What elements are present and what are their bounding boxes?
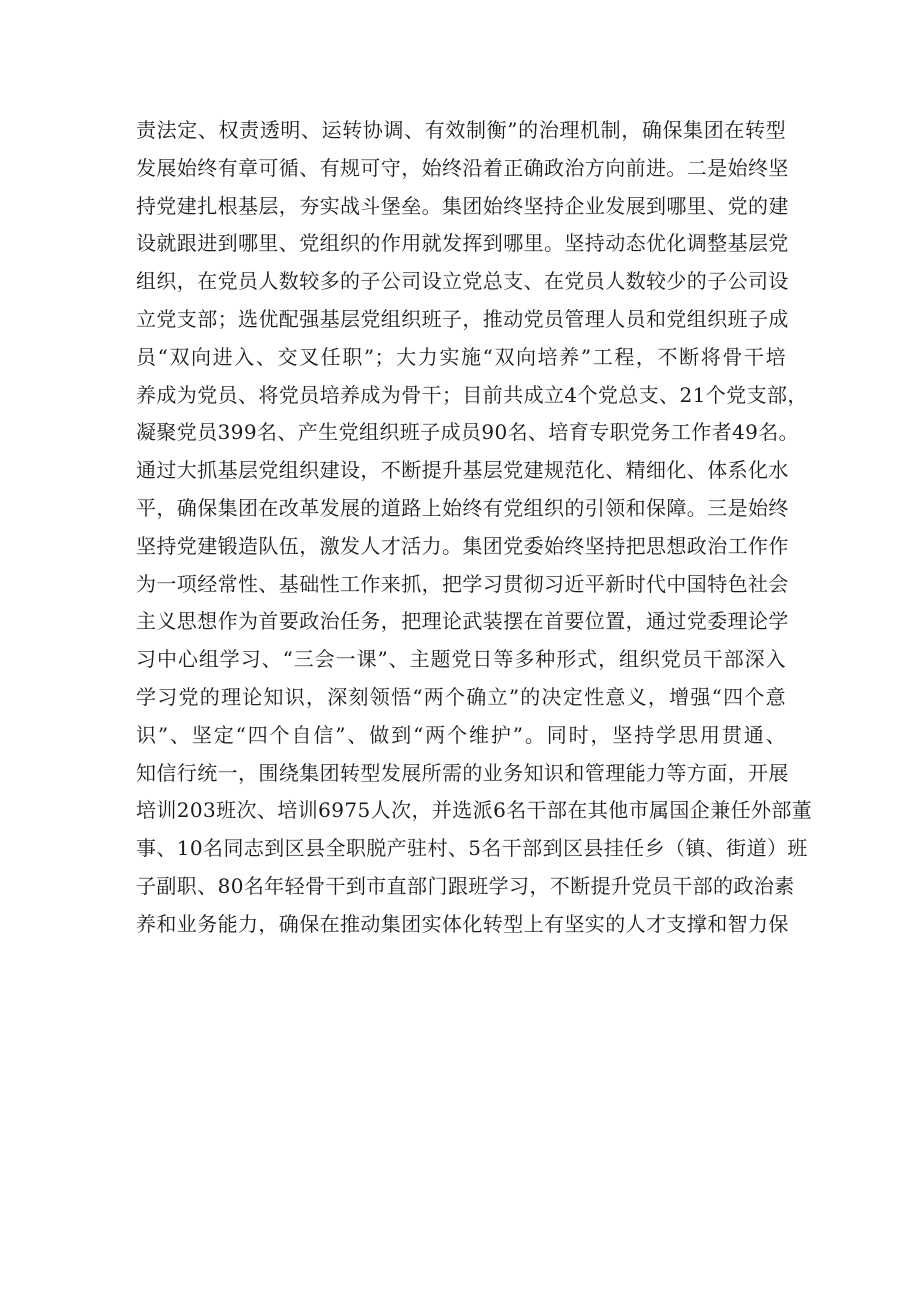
text-line: 养成为党员、将党员培养成为骨干；目前共成立4个党总支、21个党支部，	[136, 382, 808, 407]
text-line: 责法定、权责透明、运转协调、有效制衡”的治理机制，确保集团在转型	[136, 118, 786, 142]
text-line: 坚持党建锻造队伍，激发人才活力。集团党委始终坚持把思想政治工作作	[136, 533, 789, 558]
text-line: 凝聚党员399名、产生党组织班子成员90名、培育专职党务工作者49名。	[136, 420, 800, 445]
text-line: 持党建扎根基层，夯实战斗堡垒。集团始终坚持企业发展到哪里、党的建	[136, 193, 789, 218]
text-line: 子副职、80名年轻骨干到市直部门跟班学习，不断提升党员干部的政治素	[136, 873, 795, 898]
text-line: 识”、坚定“四个自信”、做到“两个维护”。同时，坚持学思用贯通、	[136, 722, 786, 747]
body-paragraph	[136, 112, 813, 944]
text-line: 立党支部；选优配强基层党组织班子，推动党员管理人员和党组织班子成	[136, 306, 789, 331]
text-line: 事、10名同志到区县全职脱产驻村、5名干部到区县挂任乡（镇、街道）班	[136, 836, 808, 861]
text-line: 发展始终有章可循、有规可守，始终沿着正确政治方向前进。二是始终坚	[136, 155, 789, 180]
text-line: 习中心组学习、“三会一课”、主题党日等多种形式，组织党员干部深入	[136, 647, 786, 672]
text-line: 知信行统一，围绕集团转型发展所需的业务知识和管理能力等方面，开展	[136, 760, 789, 785]
text-line: 培训203班次、培训6975人次，并选派6名干部在其他市属国企兼任外部董	[136, 798, 813, 823]
text-line: 员“双向进入、交叉任职”；大力实施“双向培养”工程，不断将骨干培	[136, 344, 786, 369]
text-line: 通过大抓基层党组织建设，不断提升基层党建规范化、精细化、体系化水	[136, 458, 789, 483]
text-line: 学习党的理论知识，深刻领悟“两个确立”的决定性意义，增强“四个意	[136, 684, 786, 709]
text-line: 平，确保集团在改革发展的道路上始终有党组织的引领和保障。三是始终	[136, 495, 789, 520]
text-line: 主义思想作为首要政治任务，把理论武装摆在首要位置，通过党委理论学	[136, 609, 789, 634]
text-line: 设就跟进到哪里、党组织的作用就发挥到哪里。坚持动态优化调整基层党	[136, 231, 789, 256]
text-line: 为一项经常性、基础性工作来抓，把学习贯彻习近平新时代中国特色社会	[136, 571, 789, 596]
text-line: 养和业务能力，确保在推动集团实体化转型上有坚实的人才支撑和智力保	[136, 911, 789, 936]
text-line: 组织，在党员人数较多的子公司设立党总支、在党员人数较少的子公司设	[136, 269, 789, 294]
